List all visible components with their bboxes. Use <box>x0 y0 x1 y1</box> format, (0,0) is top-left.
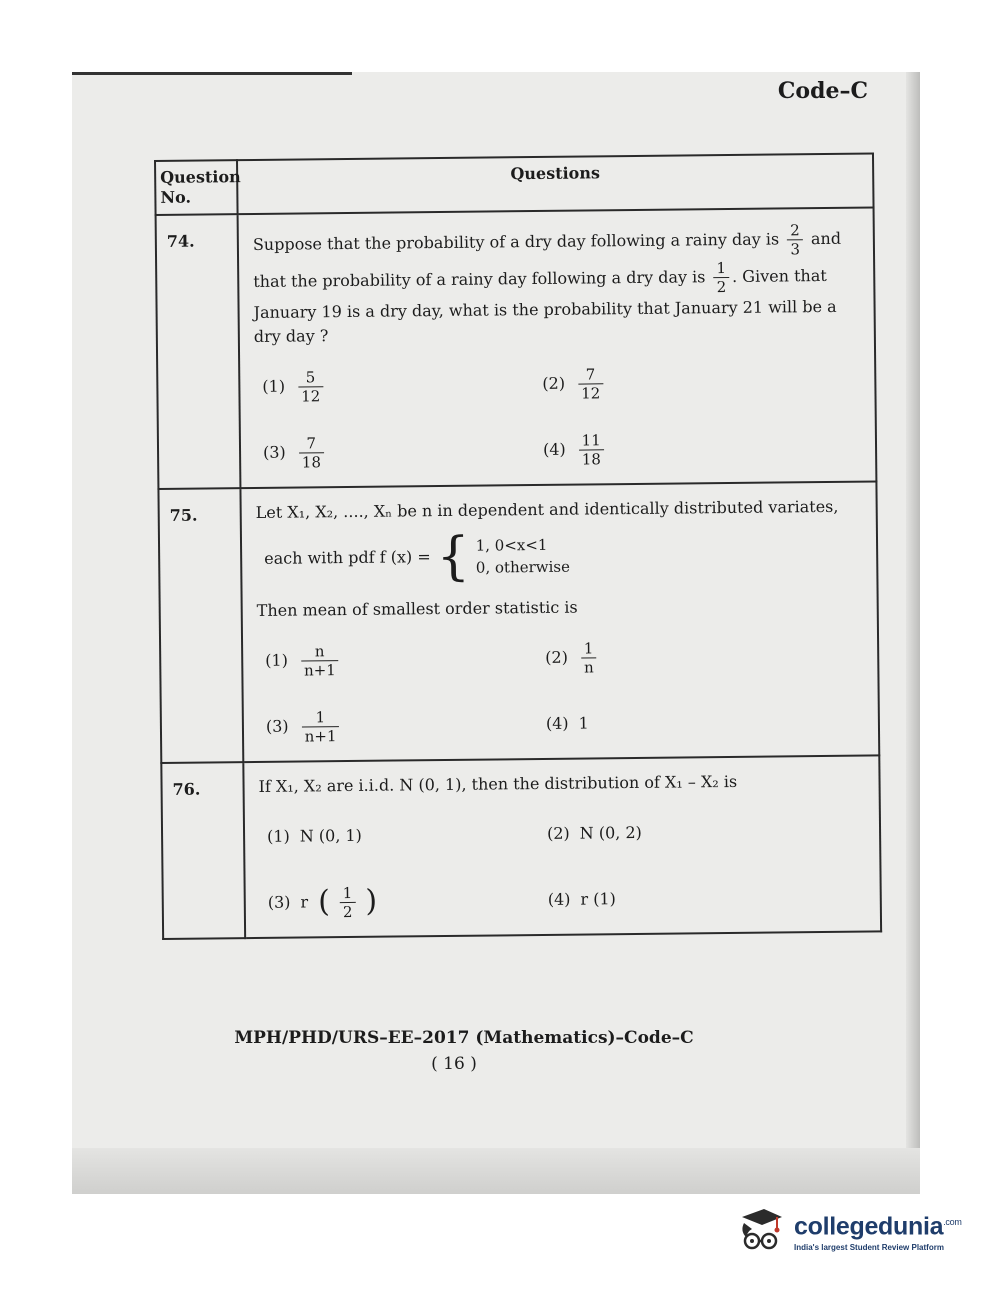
fraction-numerator: 2 <box>787 221 803 240</box>
question-number: 76. <box>161 762 245 939</box>
question-row-76 <box>161 755 881 939</box>
option-1 <box>265 634 545 685</box>
col-header-questions: Questions <box>237 153 874 214</box>
question-row-75 <box>158 481 879 763</box>
option-3 <box>268 876 548 927</box>
fraction <box>299 434 324 471</box>
fraction-denominator: 2 <box>342 902 353 921</box>
fraction-numerator: n <box>301 642 339 661</box>
question-text-part: . Given that January 19 is a dry day, what is the probability that January 21 will be a dry day ? <box>253 265 837 346</box>
fraction-numerator: 1 <box>301 708 339 727</box>
logo-name <box>794 1208 962 1240</box>
fraction <box>581 639 597 676</box>
fraction-numerator: 1 <box>581 639 597 658</box>
fraction-denominator: 12 <box>301 386 321 405</box>
option-4 <box>543 423 823 474</box>
option-value: N (0, 1) <box>299 825 362 846</box>
top-rule <box>72 72 352 75</box>
pdf-cases <box>476 534 571 579</box>
exam-footer: MPH/PHD/URS–EE–2017 (Mathematics)–Code–C <box>234 1028 694 1048</box>
fraction-denominator: 3 <box>790 240 801 259</box>
option-value: r (1) <box>580 889 616 909</box>
question-number: 75. <box>158 488 243 763</box>
question-text: If X₁, X₂ are i.i.d. N (0, 1), then the distribution of X₁ – X₂ is <box>258 771 738 796</box>
fraction <box>340 883 356 920</box>
option-1 <box>262 360 542 411</box>
option-1 <box>267 810 547 861</box>
scanned-page <box>72 72 920 1194</box>
option-label: (4) <box>547 889 571 909</box>
page-edge-shadow <box>906 72 920 1194</box>
option-3 <box>266 700 546 751</box>
paren-open: ( <box>317 884 331 920</box>
pdf-case: 0, otherwise <box>475 557 571 577</box>
option-value: N (0, 2) <box>579 822 642 843</box>
option-label: (2) <box>542 373 566 393</box>
logo-tagline: India's largest Student Review Platform <box>794 1242 944 1252</box>
fraction <box>301 708 339 745</box>
pdf-definition <box>264 526 867 588</box>
question-text-part: Suppose that the probability of a dry day following a rainy day is <box>252 229 780 254</box>
option-label: (3) <box>265 716 289 736</box>
collegedunia-logo[interactable] <box>736 1200 966 1260</box>
page-code: Code–C <box>777 78 868 104</box>
option-label: (2) <box>545 647 569 667</box>
fraction <box>787 221 803 258</box>
fraction-numerator: 7 <box>299 434 324 453</box>
fraction-denominator: 2 <box>716 278 727 297</box>
fraction-denominator: n+1 <box>303 660 336 679</box>
option-label: (3) <box>267 892 291 912</box>
question-text <box>253 221 864 349</box>
pdf-case: 1, 0<x<1 <box>475 535 548 555</box>
option-4 <box>546 697 826 748</box>
fraction <box>298 368 323 405</box>
fraction <box>713 259 729 296</box>
pdf-prefix: each with pdf f (x) = <box>264 547 431 568</box>
option-2 <box>547 807 827 858</box>
question-text-part: and that the probability of a rainy day following a dry day is <box>253 228 842 291</box>
fraction-numerator: 5 <box>298 368 323 387</box>
questions-table <box>154 152 882 939</box>
option-value: 1 <box>578 713 589 733</box>
brace-symbol: { <box>436 526 471 588</box>
brand-suffix: .com <box>943 1217 962 1228</box>
paren-close: ) <box>365 883 378 919</box>
option-value: r <box>300 892 309 912</box>
fraction-numerator: 1 <box>713 259 729 278</box>
logo-text <box>794 1208 962 1251</box>
option-label: (1) <box>262 376 286 396</box>
table-header-row <box>155 153 874 215</box>
option-label: (2) <box>546 823 570 843</box>
option-2 <box>545 631 825 682</box>
page-bottom-edge <box>72 1148 920 1194</box>
option-2 <box>542 357 822 408</box>
fraction <box>579 431 604 468</box>
option-label: (4) <box>545 713 569 733</box>
option-label: (1) <box>266 826 290 846</box>
question-text: Then mean of smallest order statistic is <box>256 597 578 620</box>
fraction-denominator: n <box>583 657 594 677</box>
option-label: (4) <box>542 439 566 459</box>
fraction <box>301 642 339 679</box>
question-body <box>240 481 879 762</box>
col-header-question-no: Question No. <box>155 160 238 215</box>
options <box>254 357 865 477</box>
question-body <box>243 755 881 938</box>
fraction-numerator: 7 <box>578 365 603 384</box>
fraction-denominator: 18 <box>301 452 322 471</box>
fraction <box>578 365 603 402</box>
option-4 <box>548 873 828 924</box>
fraction-denominator: n+1 <box>304 726 337 745</box>
option-3 <box>263 426 543 477</box>
question-text: Let X₁, X₂, ...., Xₙ be n in dependent and identically distributed variates, <box>255 496 839 522</box>
fraction-denominator: 18 <box>581 449 602 469</box>
question-number: 74. <box>156 214 241 489</box>
options <box>259 807 870 927</box>
option-label: (1) <box>265 650 289 670</box>
fraction-denominator: 12 <box>581 383 601 403</box>
brand-name: collegedunia <box>794 1212 944 1241</box>
fraction-numerator: 1 <box>340 883 356 902</box>
question-row-74 <box>156 207 877 489</box>
fraction-numerator: 11 <box>579 431 604 450</box>
option-label: (3) <box>262 442 286 462</box>
question-body <box>238 207 877 488</box>
page-number: ( 16 ) <box>431 1054 477 1074</box>
options <box>257 631 868 751</box>
graduate-mascot-icon <box>736 1203 786 1257</box>
